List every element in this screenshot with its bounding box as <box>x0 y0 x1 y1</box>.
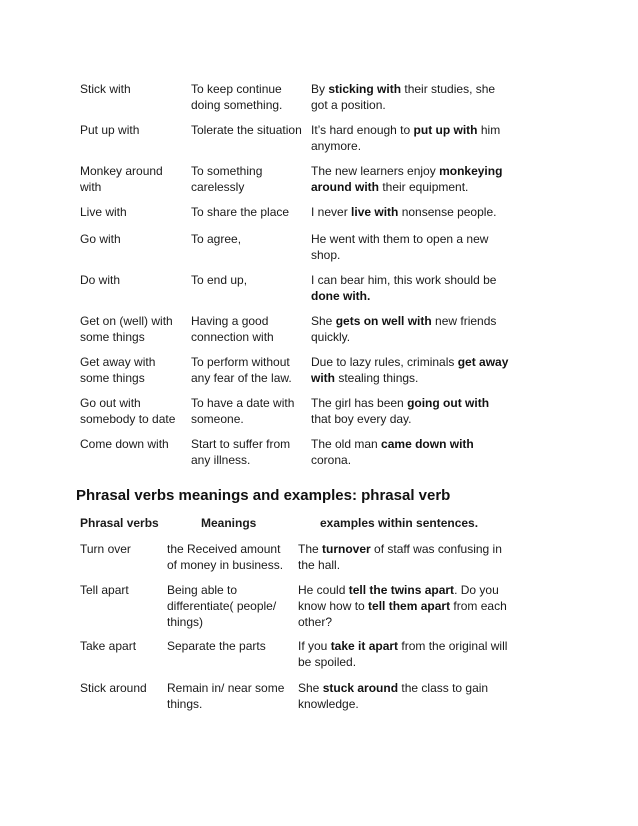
col-header-examples: examples within sentences. <box>320 516 479 530</box>
phrasal-verb-cell: Do with <box>80 273 121 287</box>
phrasal-verb-cell: Go out with somebody to date <box>80 396 176 426</box>
meaning-cell: Separate the parts <box>167 639 266 653</box>
phrasal-verb-cell: Monkey around with <box>80 164 163 194</box>
example-cell: I never live with nonsense people. <box>311 205 497 219</box>
meaning-cell: Tolerate the situation <box>191 123 302 137</box>
meaning-cell: Having a good connection with <box>191 314 274 344</box>
meaning-cell: To have a date with someone. <box>191 396 295 426</box>
phrasal-verb-cell: Come down with <box>80 437 169 451</box>
example-cell: She gets on well with new friends quickly. <box>311 314 497 344</box>
example-cell: She stuck around the class to gain knowledge. <box>298 681 489 711</box>
phrasal-verb-cell: Stick around <box>80 681 147 695</box>
phrasal-verb-cell: Tell apart <box>80 583 129 597</box>
example-cell: He went with them to open a new shop. <box>311 232 489 262</box>
meaning-cell: To something carelessly <box>191 164 263 194</box>
example-cell: If you take it apart from the original will be spoiled. <box>298 639 508 669</box>
phrasal-verb-cell: Put up with <box>80 123 140 137</box>
example-cell: The new learners enjoy monkeying around with their equipment. <box>311 164 503 194</box>
example-cell: The girl has been going out with that boy every day. <box>311 396 490 426</box>
phrasal-verb-cell: Take apart <box>80 639 137 653</box>
col-header-meanings: Meanings <box>201 516 257 530</box>
section-heading: Phrasal verbs meanings and examples: phrasal verb <box>76 487 451 504</box>
phrasal-verb-cell: Get away with some things <box>80 355 156 385</box>
phrasal-verb-cell: Turn over <box>80 542 131 556</box>
meaning-cell: Start to suffer from any illness. <box>191 437 291 467</box>
phrasal-verb-cell: Stick with <box>80 82 131 96</box>
meaning-cell: To agree, <box>191 232 242 246</box>
meaning-cell: Remain in/ near some things. <box>167 681 285 711</box>
col-header-phrasal-verbs: Phrasal verbs <box>80 516 159 530</box>
phrasal-verb-cell: Get on (well) with some things <box>80 314 173 344</box>
phrasal-verb-cell: Go with <box>80 232 121 246</box>
example-cell: By sticking with their studies, she got a position. <box>311 82 496 112</box>
example-cell: It’s hard enough to put up with him anymore. <box>311 123 501 153</box>
meaning-cell: To end up, <box>191 273 248 287</box>
example-cell: He could tell the twins apart. Do you know how to tell them apart from each other? <box>298 583 507 629</box>
meaning-cell: Being able to differentiate( people/ things) <box>167 583 277 629</box>
meaning-cell: the Received amount of money in business. <box>167 542 284 572</box>
example-cell: The old man came down with corona. <box>311 437 474 467</box>
example-cell: The turnover of staff was confusing in the hall. <box>298 542 502 572</box>
meaning-cell: To share the place <box>191 205 290 219</box>
example-cell: I can bear him, this work should be done with. <box>311 273 497 303</box>
meaning-cell: To perform without any fear of the law. <box>191 355 292 385</box>
example-cell: Due to lazy rules, criminals get away with stealing things. <box>311 355 509 385</box>
phrasal-verb-cell: Live with <box>80 205 127 219</box>
meaning-cell: To keep continue doing something. <box>191 82 283 112</box>
